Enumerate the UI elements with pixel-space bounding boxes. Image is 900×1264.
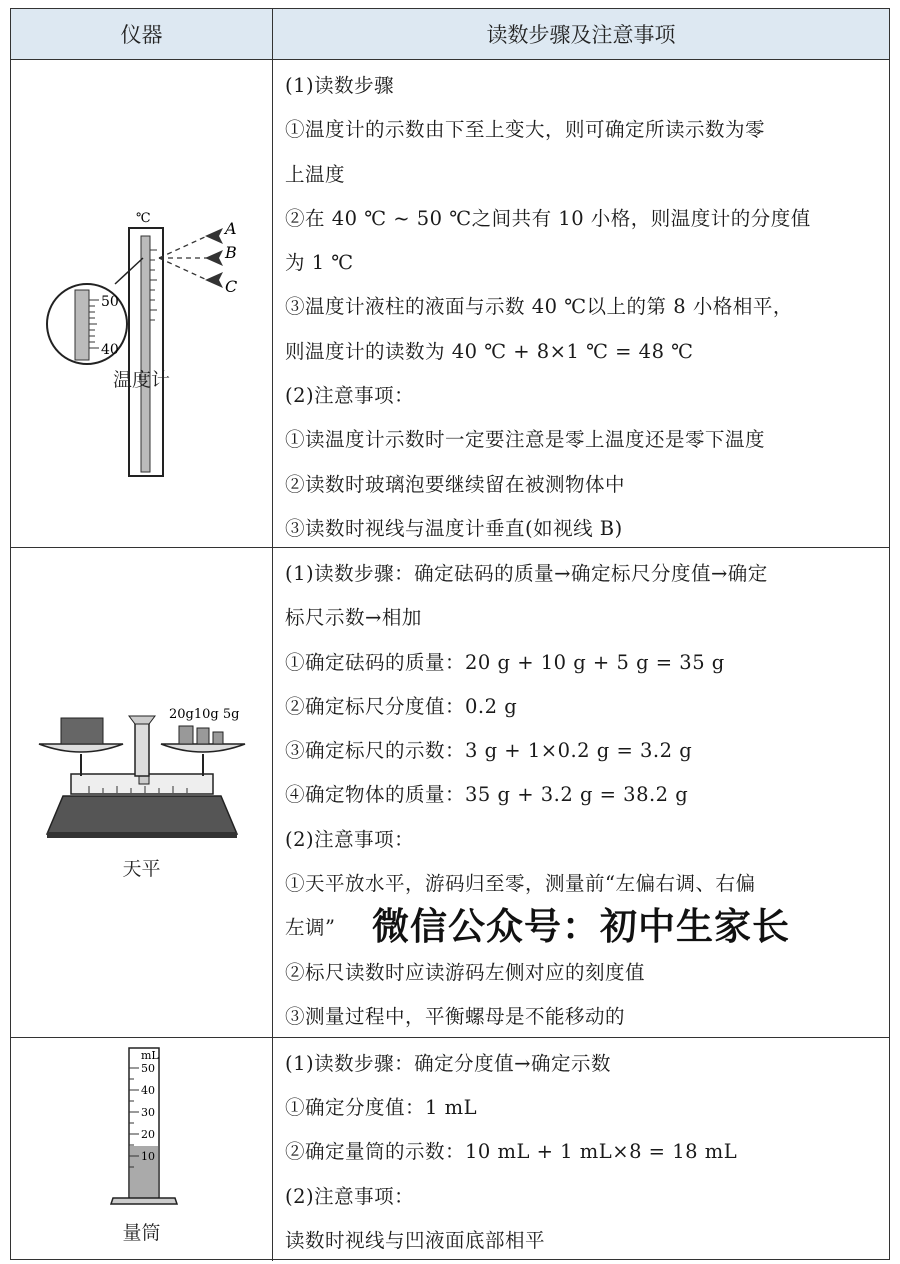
step-line: ②标尺读数时应读游码左侧对应的刻度值 <box>285 960 646 984</box>
table-row-balance <box>11 548 889 1038</box>
sight-line-c-label: C <box>225 277 238 296</box>
thermometer-unit-label: ℃ <box>136 211 151 226</box>
instrument-cell <box>11 1038 273 1261</box>
cylinder-mark-30: 30 <box>141 1106 155 1119</box>
step-line: ②确定量筒的示数：10 mL + 1 mL×8 = 18 mL <box>285 1140 738 1164</box>
steps-cell <box>273 548 889 1037</box>
steps-cell <box>273 1038 889 1261</box>
step-line: 读数时视线与凹液面底部相平 <box>285 1228 546 1252</box>
table-row-thermometer <box>11 60 889 548</box>
step-line: ①温度计的示数由下至上变大，则可确定所读示数为零 <box>285 118 766 142</box>
steps-cell <box>273 60 889 547</box>
cylinder-mark-10: 10 <box>141 1150 155 1163</box>
thermometer-mark-50: 50 <box>101 294 119 310</box>
cylinder-mark-20: 20 <box>141 1128 155 1141</box>
balance-figure <box>11 696 273 846</box>
cylinder-mark-40: 40 <box>141 1084 155 1097</box>
step-line: ④确定物体的质量：35 g + 3.2 g = 38.2 g <box>285 783 689 807</box>
step-line: (1)读数步骤：确定砝码的质量→确定标尺分度值→确定 <box>285 562 768 585</box>
step-line: ①天平放水平，游码归至零，测量前“左偏右调、右偏 <box>285 872 756 896</box>
instrument-cell <box>11 60 273 547</box>
graduated-cylinder-figure <box>11 1042 273 1212</box>
instrument-name: 量筒 <box>122 1222 161 1244</box>
instrument-cell <box>11 548 273 1037</box>
step-line: (2)注意事项： <box>285 384 415 408</box>
step-line: (1)读数步骤：确定分度值→确定示数 <box>285 1052 611 1075</box>
step-line: ③确定标尺的示数：3 g + 1×0.2 g = 3.2 g <box>285 739 693 763</box>
sight-line-a-label: A <box>225 219 237 238</box>
instrument-name: 温度计 <box>112 369 170 391</box>
step-line: 标尺示数→相加 <box>285 606 422 630</box>
step-line: (2)注意事项： <box>285 827 415 851</box>
thermometer-mark-40: 40 <box>101 342 119 358</box>
instrument-reading-table <box>10 8 890 1260</box>
step-line: ①确定分度值：1 mL <box>285 1096 478 1120</box>
header-steps: 读数步骤及注意事项 <box>486 23 676 47</box>
step-line: 上温度 <box>285 162 346 186</box>
table-header <box>11 9 889 60</box>
step-line: ①读温度计示数时一定要注意是零上温度还是零下温度 <box>285 428 766 452</box>
step-line: ②确定标尺分度值：0.2 g <box>285 694 518 718</box>
step-line: ②读数时玻璃泡要继续留在被测物体中 <box>285 472 626 496</box>
cylinder-mark-50: 50 <box>141 1062 155 1075</box>
weights-label: 20g10g 5g <box>169 707 240 722</box>
step-line: (2)注意事项： <box>285 1184 415 1208</box>
header-instrument: 仪器 <box>11 9 273 59</box>
step-line: ①确定砝码的质量：20 g + 10 g + 5 g = 35 g <box>285 650 725 674</box>
step-line: ②在 40 ℃ ~ 50 ℃之间共有 10 小格，则温度计的分度值 <box>285 206 811 230</box>
watermark-text: 微信公众号：初中生家长 <box>372 905 790 948</box>
step-line: 左调” <box>285 916 336 940</box>
thermometer-figure <box>11 200 273 500</box>
step-line: 则温度计的读数为 40 ℃ + 8×1 ℃ = 48 ℃ <box>285 339 694 363</box>
step-line: ③读数时视线与温度计垂直(如视线 B) <box>285 516 623 540</box>
step-line: (1)读数步骤 <box>285 74 395 97</box>
step-line: 为 1 ℃ <box>285 251 354 275</box>
cylinder-unit-label: mL <box>141 1049 159 1062</box>
table-row-cylinder <box>11 1038 889 1261</box>
step-line: ③温度计液柱的液面与示数 40 ℃以上的第 8 小格相平， <box>285 295 793 319</box>
sight-line-b-label: B <box>225 243 237 262</box>
instrument-name: 天平 <box>122 858 161 880</box>
step-line: ③测量过程中，平衡螺母是不能移动的 <box>285 1004 626 1028</box>
